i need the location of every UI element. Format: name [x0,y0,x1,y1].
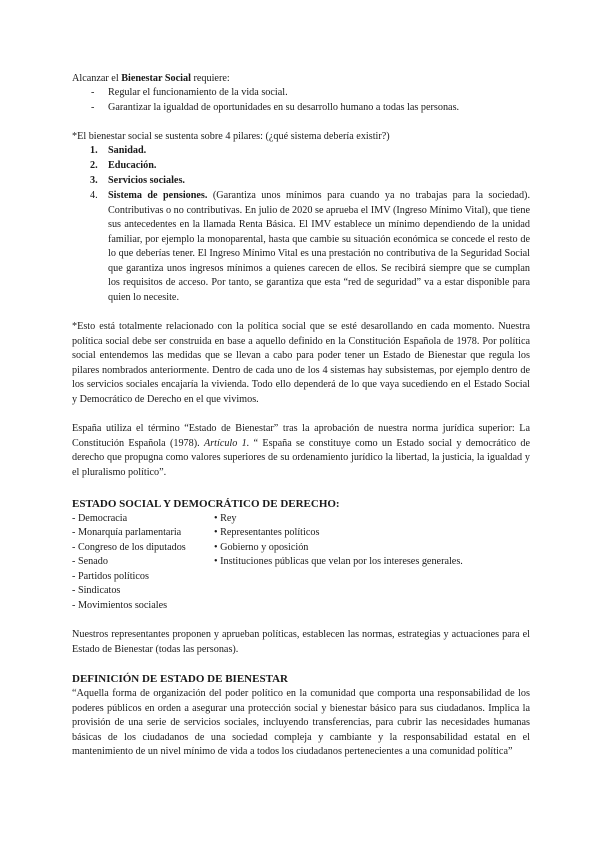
estado-left-item: - Movimientos sociales [72,600,168,611]
intro-line: Alcanzar el Bienestar Social requiere: [72,73,230,84]
bullet-dash: - [91,102,95,113]
estado-right-item: • Instituciones públicas que velan por los intereses generales. [214,556,463,567]
estado-left-item: - Democracia [72,513,128,524]
bullet-dash: - [91,87,95,98]
definicion-quote: “Aquella forma de organización del poder político en la comunidad que comporta una responsabilidad de los poderes públicos en orden a asegurar una protección social y bienestar básico para sus ciudadanos. Implica la provisión de una serie de servicios sociales, incluyendo transferencias, para cubrir las necesidades humanas básicas de los ciudadanos de una sociedad compleja y cambiante y la responsabilidad estatal en el mantenimiento de un nivel mínimo de vida a todos los ciudadanos pertenecientes a una comunidad política” [72,688,530,757]
estado-right-item: • Gobierno y oposición [214,542,309,553]
heading-estado-social: ESTADO SOCIAL Y DEMOCRÁTICO DE DERECHO: [72,498,340,510]
pillar-item: Servicios sociales. [108,175,185,186]
estado-left-item: - Senado [72,556,108,567]
pillar-number: 1. [90,145,98,156]
pillar-item-pensiones: Sistema de pensiones. (Garantiza unos mínimos para cuando ya no trabajas para la sociedad). Contributivas o no contributivas. En julio de 2020 se aprueba el IMV (Ingreso Mínimo Vital), que tiene sus antecedentes en la llamada Renta Básica. El IMV establece un mínimo dependiendo de la unidad familiar, por ejemplo la monoparental, hasta que cambie su situación económica se concede el resto de lo que deberías tener. El Ingreso Mínimo Vital es una prestación no contributiva de la Seguridad Social que garantiza unos ingresos mínimos a quienes carecen de ellos. Se recibirá siempre que se cumplan los requisitos de acceso. Por tanto, se garantiza que esta “red de seguridad” va a estar disponible para quien lo necesite. [108,190,530,303]
estado-right-item: • Representantes políticos [214,527,320,538]
estado-right-item: • Rey [214,513,237,524]
paragraph-representantes: Nuestros representantes proponen y aprueban políticas, establecen las normas, estrategias y actuaciones para el Estado de Bienestar (todas las personas). [72,629,530,655]
estado-left-item: - Monarquía parlamentaria [72,527,182,538]
pillar-item: Educación. [108,160,157,171]
estado-left-item: - Partidos políticos [72,571,149,582]
pillar-item: Sanidad. [108,145,147,156]
pillar-number: 4. [90,190,98,201]
requirement-item: Garantizar la igualdad de oportunidades en su desarrollo humano a todas las personas. [108,102,460,113]
pillars-intro: *El bienestar social se sustenta sobre 4 pilares: (¿qué sistema debería existir?) [72,131,390,142]
heading-definicion: DEFINICIÓN DE ESTADO DE BIENESTAR [72,673,288,685]
requirement-item: Regular el funcionamiento de la vida social. [108,87,288,98]
pillar-number: 3. [90,175,98,186]
paragraph-constitucion: España utiliza el término “Estado de Bienestar” tras la aprobación de nuestra norma jurídica superior: La Constitución Española (1978). Artículo 1. “ España se constituye como un Estado social y democrático de derecho que propugna como valores superiores de su ordenamiento jurídico la libertad, la justicia, la igualdad y el pluralismo político”. [72,423,531,478]
paragraph-politica-social: *Esto está totalmente relacionado con la política social que se esté desarollando en cada momento. Nuestra política social debe ser construida en base a aquello definido en la Constitución Española de 1978. Por política social entendemos las medidas que se llevan a cabo para poder tener un Estado de Bienestar que regula los pilares nombrados anteriormente. Dentro de cada uno de los 4 sistemas hay subsistemas, por ejemplo dentro de los servicios sociales encajaría la vivienda. Todo ello dependerá de lo que vaya sucediendo en el Estado Social y Democrático de Derecho en el que vivimos. [72,321,530,405]
estado-left-item: - Sindicatos [72,585,121,596]
pillar-number: 2. [90,160,98,171]
estado-left-item: - Congreso de los diputados [72,542,186,553]
